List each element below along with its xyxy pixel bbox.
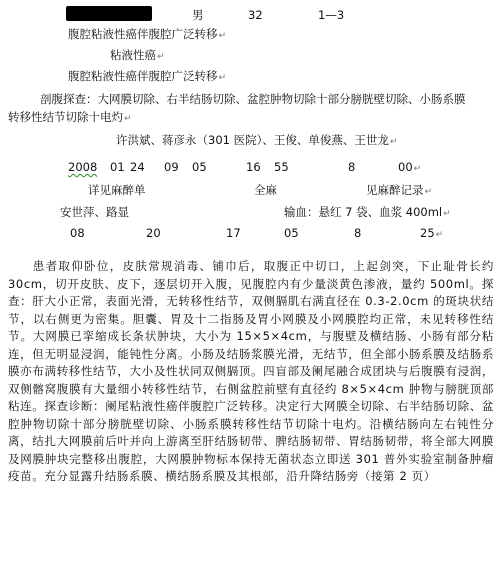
surgery-month: 01 [110,160,125,174]
procedure-line-1: 剖腹探查：大网膜切除、右半结肠切除、盆腔肿物切除十部分膀胱壁切除、小肠系膜 [40,92,466,106]
time-value-2: 00↵ [398,160,422,174]
paragraph-mark-icon: ↵ [218,31,227,41]
time2-c: 17 [226,226,241,240]
time2-f: 25↵ [420,226,444,240]
anesthesia-sheet-ref: 详见麻醉单 [88,183,146,197]
time2-e: 8 [354,226,362,240]
anesthetists: 安世萍、路显 [60,205,129,219]
pathology-diagnosis: 粘液性癌↵ [110,48,165,62]
time2-a: 08 [70,226,85,240]
end-hour: 16 [246,160,261,174]
paragraph-mark-icon: ↵ [157,52,165,62]
postop-diagnosis: 腹腔粘液性癌伴腹腔广泛转移↵ [68,69,227,83]
transfusion: 输血：悬红 7 袋、血浆 400ml↵ [284,205,451,219]
surgery-day: 24 [130,160,145,174]
procedure-line-2: 转移性结节切除十电灼↵ [8,110,132,124]
paragraph-mark-icon: ↵ [435,230,444,240]
paragraph-mark-icon: ↵ [124,114,132,124]
surgeons: 许洪斌、蒋彦永（301 医院）、王俊、单俊燕、王世龙↵ [116,133,398,147]
paragraph-mark-icon: ↵ [218,73,227,83]
start-hour: 09 [164,160,179,174]
surgery-year: 2008 [68,160,98,174]
redacted-name-block [66,6,152,21]
paragraph-mark-icon: ↵ [389,137,398,147]
paragraph-mark-icon: ↵ [424,187,433,197]
operation-narrative [8,258,494,486]
anesthesia-type: 全麻 [254,183,277,197]
time-value-1: 8 [348,160,356,174]
patient-gender: 男 [192,8,204,22]
time2-b: 20 [146,226,161,240]
anesthesia-record-ref: 见麻醉记录↵ [366,183,433,197]
time2-d: 05 [284,226,299,240]
record-code: 1—3 [318,8,345,22]
patient-age: 32 [248,8,263,22]
end-minute: 55 [274,160,289,174]
narrative-text: 患者取仰卧位，皮肤常规消毒、铺巾后，取腹正中切口，上起剑突，下止耻骨长约 30cm，切开皮肤、皮下，逐层切开入腹，见腹腔内有少量淡黄色渗液，量约 500ml。探查：肝大小正常，表面光滑，无转移性结节，双侧膈肌右满直径在 0.3-2.0cm 的斑块状结节，以右侧更为密集。胆囊、胃及十二指肠及胃小网膜及小网膜腔均正常，未见转移性结节。大网膜已挛缩成长条状肿块，大小为 15×5×4cm，与腹壁及横结肠、小肠有部分粘连，但无明显浸润，能钝性分离。小肠及结肠浆膜光滑，无结节，但全部小肠系膜及结肠系膜亦布满转移性结节，大小及性状同双侧膈顶。四盲部及阑尾融合成团块与后腹膜有浸润，双侧髂窝腹膜有大量细小转移性结节，右侧盆腔前壁有直径约 8×5×4cm 肿物与膀胱顶部粘连。探查诊断：阑尾粘液性癌伴腹腔广泛转移。决定行大网膜全切除、右半结肠切除、盆腔肿物切除十部分膀胱壁切除、小肠系膜转移性结节切除十电灼。沿横结肠向左右钝性分离，结扎大网膜前后叶并向上游离至肝结肠韧带、脾结肠韧带、胃结肠韧带，将全部大网膜及网膜肿块完整移出腹腔，大网膜肿物标本保持无菌状态立即送 301 普外实验室制备肿瘤疫苗。充分显露升结肠系膜、横结肠系膜及其根部，沿升降结肠旁（接第 2 页） [8,259,494,483]
preop-diagnosis: 腹腔粘液性癌伴腹腔广泛转移↵ [68,27,227,41]
paragraph-mark-icon: ↵ [443,209,451,219]
paragraph-mark-icon: ↵ [413,164,422,174]
start-minute: 05 [192,160,207,174]
